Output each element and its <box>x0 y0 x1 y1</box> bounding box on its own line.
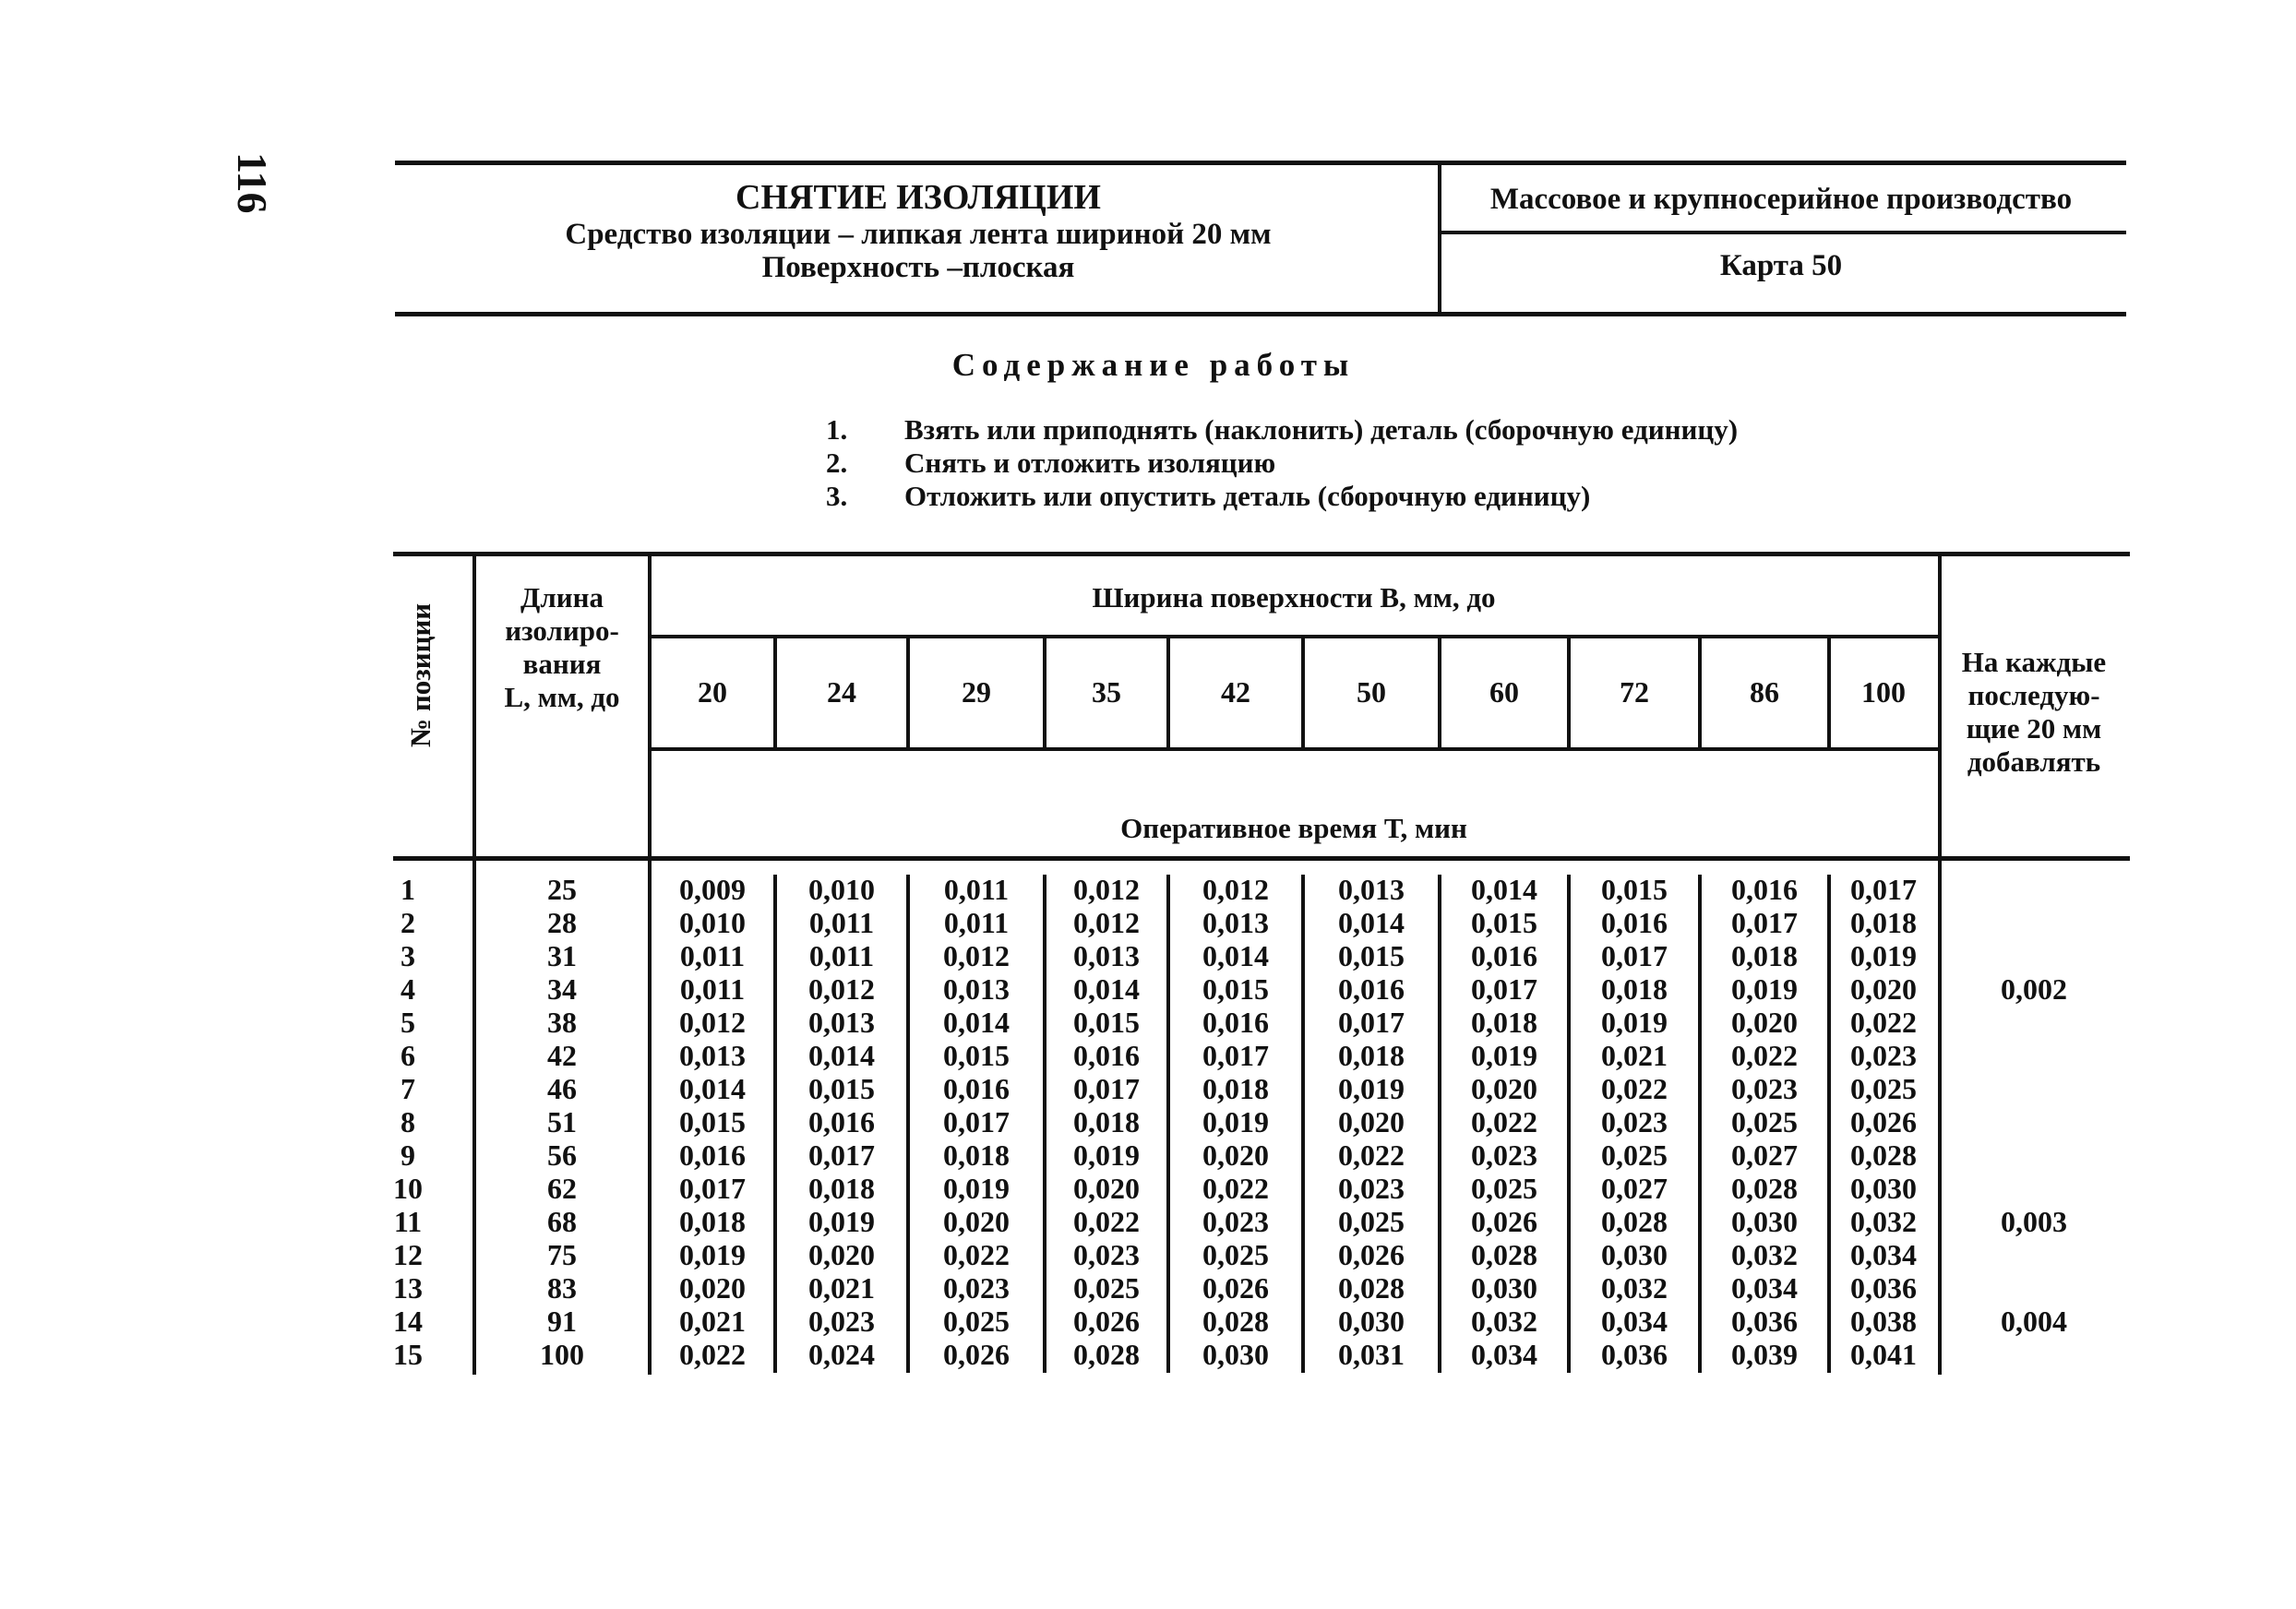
time-cell: 0,020 <box>679 1271 746 1305</box>
time-cell: 0,012 <box>808 972 875 1006</box>
time-cell: 0,013 <box>1338 873 1405 906</box>
position-cell: 9 <box>401 1138 415 1172</box>
time-cell: 0,016 <box>679 1138 746 1172</box>
position-header: № позиции <box>404 602 436 747</box>
time-cell: 0,012 <box>1202 873 1269 906</box>
time-cell: 0,015 <box>1202 972 1269 1006</box>
table-top-rule <box>393 552 2130 556</box>
time-cell: 0,010 <box>808 873 875 906</box>
time-header: Оперативное время Т, мин <box>1120 812 1467 844</box>
length-cell: 83 <box>547 1271 577 1305</box>
time-cell: 0,010 <box>679 906 746 939</box>
length-header-line: вания <box>522 648 602 680</box>
header-subtitle-1: Средство изоляции – липкая лента шириной 20 мм <box>565 218 1272 251</box>
time-cell: 0,019 <box>1338 1072 1405 1105</box>
work-content-title: Содержание работы <box>951 347 1356 383</box>
width-value: 100 <box>1861 675 1906 709</box>
time-cell: 0,015 <box>1601 873 1668 906</box>
time-cell: 0,015 <box>1073 1006 1140 1039</box>
time-cell: 0,026 <box>1202 1271 1269 1305</box>
length-cell: 62 <box>547 1172 577 1205</box>
time-cell: 0,017 <box>1471 972 1537 1006</box>
time-cell: 0,019 <box>1731 972 1798 1006</box>
time-cell: 0,020 <box>1850 972 1917 1006</box>
time-cell: 0,028 <box>1338 1271 1405 1305</box>
time-cell: 0,016 <box>943 1072 1010 1105</box>
time-cell: 0,018 <box>943 1138 1010 1172</box>
time-cell: 0,022 <box>679 1338 746 1371</box>
widths-bottom-rule <box>650 747 1942 751</box>
time-cell: 0,018 <box>1073 1105 1140 1138</box>
time-cell: 0,012 <box>943 939 1010 972</box>
time-cell: 0,020 <box>1073 1172 1140 1205</box>
time-cell: 0,036 <box>1850 1271 1917 1305</box>
add-header-line: щие 20 мм <box>1966 712 2102 745</box>
time-cell: 0,019 <box>1202 1105 1269 1138</box>
time-cell: 0,009 <box>679 873 746 906</box>
time-cell: 0,026 <box>1471 1205 1537 1238</box>
time-cell: 0,020 <box>943 1205 1010 1238</box>
position-cell: 1 <box>401 873 415 906</box>
time-cell: 0,019 <box>1073 1138 1140 1172</box>
time-cell: 0,011 <box>679 939 746 972</box>
position-cell: 14 <box>393 1305 423 1338</box>
time-cell: 0,022 <box>1073 1205 1140 1238</box>
time-cell: 0,023 <box>1471 1138 1537 1172</box>
time-cell: 0,030 <box>1338 1305 1405 1338</box>
time-cell: 0,025 <box>1073 1271 1140 1305</box>
time-cell: 0,011 <box>943 873 1010 906</box>
time-cell: 0,018 <box>1850 906 1917 939</box>
time-cell: 0,017 <box>1338 1006 1405 1039</box>
time-cell: 0,026 <box>1073 1305 1140 1338</box>
header-top-rule <box>395 161 2126 165</box>
time-cell: 0,027 <box>1731 1138 1798 1172</box>
page-number: 116 <box>229 152 276 214</box>
time-cell: 0,023 <box>1731 1072 1798 1105</box>
time-cell: 0,011 <box>943 906 1010 939</box>
width-header-rule <box>650 635 1942 638</box>
length-cell: 34 <box>547 972 577 1006</box>
time-cell: 0,019 <box>808 1205 875 1238</box>
time-cell: 0,016 <box>1601 906 1668 939</box>
time-cell: 0,039 <box>1731 1338 1798 1371</box>
time-cell: 0,034 <box>1731 1271 1798 1305</box>
time-cell: 0,018 <box>679 1205 746 1238</box>
time-cell: 0,015 <box>679 1105 746 1138</box>
time-cell: 0,019 <box>943 1172 1010 1205</box>
time-cell: 0,030 <box>1471 1271 1537 1305</box>
time-cell: 0,030 <box>1601 1238 1668 1271</box>
time-cell: 0,026 <box>1338 1238 1405 1271</box>
time-cell: 0,016 <box>1471 939 1537 972</box>
time-cell: 0,022 <box>1601 1072 1668 1105</box>
time-cell: 0,032 <box>1471 1305 1537 1338</box>
time-cell: 0,036 <box>1601 1338 1668 1371</box>
position-cell: 8 <box>401 1105 415 1138</box>
position-cell: 15 <box>393 1338 423 1371</box>
time-cell: 0,028 <box>1731 1172 1798 1205</box>
position-cell: 13 <box>393 1271 423 1305</box>
time-cell: 0,017 <box>1601 939 1668 972</box>
time-cell: 0,014 <box>1338 906 1405 939</box>
time-cell: 0,017 <box>808 1138 875 1172</box>
position-cell: 6 <box>401 1039 415 1072</box>
time-cell: 0,030 <box>1850 1172 1917 1205</box>
time-cell: 0,023 <box>1601 1105 1668 1138</box>
position-cell: 2 <box>401 906 415 939</box>
length-header-line: L, мм, до <box>504 681 620 713</box>
time-cell: 0,020 <box>808 1238 875 1271</box>
step-number: 2. <box>826 447 848 479</box>
time-cell: 0,022 <box>1471 1105 1537 1138</box>
time-cell: 0,025 <box>1202 1238 1269 1271</box>
time-cell: 0,023 <box>1073 1238 1140 1271</box>
time-cell: 0,028 <box>1471 1238 1537 1271</box>
time-cell: 0,013 <box>1202 906 1269 939</box>
width-header: Ширина поверхности В, мм, до <box>1092 581 1496 614</box>
time-cell: 0,017 <box>679 1172 746 1205</box>
time-cell: 0,021 <box>808 1271 875 1305</box>
time-cell: 0,011 <box>679 972 746 1006</box>
time-cell: 0,014 <box>1202 939 1269 972</box>
time-cell: 0,025 <box>1338 1205 1405 1238</box>
time-cell: 0,021 <box>679 1305 746 1338</box>
length-cell: 75 <box>547 1238 577 1271</box>
length-cell: 56 <box>547 1138 577 1172</box>
time-cell: 0,023 <box>808 1305 875 1338</box>
time-cell: 0,030 <box>1731 1205 1798 1238</box>
time-cell: 0,028 <box>1601 1205 1668 1238</box>
time-cell: 0,020 <box>1338 1105 1405 1138</box>
time-cell: 0,012 <box>1073 873 1140 906</box>
time-cell: 0,016 <box>1073 1039 1140 1072</box>
position-cell: 11 <box>393 1205 423 1238</box>
time-cell: 0,014 <box>679 1072 746 1105</box>
time-cell: 0,020 <box>1731 1006 1798 1039</box>
step-number: 3. <box>826 480 848 512</box>
time-cell: 0,022 <box>1338 1138 1405 1172</box>
position-cell: 7 <box>401 1072 415 1105</box>
time-cell: 0,019 <box>1471 1039 1537 1072</box>
width-value: 20 <box>698 675 727 709</box>
time-cell: 0,034 <box>1471 1338 1537 1371</box>
time-cell: 0,019 <box>679 1238 746 1271</box>
position-cell: 5 <box>401 1006 415 1039</box>
time-cell: 0,028 <box>1202 1305 1269 1338</box>
length-cell: 25 <box>547 873 577 906</box>
time-cell: 0,022 <box>1731 1039 1798 1072</box>
time-cell: 0,032 <box>1850 1205 1917 1238</box>
time-cell: 0,024 <box>808 1338 875 1371</box>
time-cell: 0,016 <box>808 1105 875 1138</box>
time-cell: 0,032 <box>1731 1238 1798 1271</box>
time-cell: 0,018 <box>1338 1039 1405 1072</box>
card-number: Карта 50 <box>1719 249 1843 282</box>
width-value: 72 <box>1620 675 1649 709</box>
header-subtitle-2: Поверхность –плоская <box>761 251 1075 284</box>
step-text: Взять или приподнять (наклонить) деталь (сборочную единицу) <box>904 413 1739 446</box>
add-value-cell: 0,002 <box>2001 972 2067 1006</box>
time-cell: 0,014 <box>1073 972 1140 1006</box>
time-cell: 0,016 <box>1202 1006 1269 1039</box>
time-cell: 0,014 <box>808 1039 875 1072</box>
width-value: 60 <box>1489 675 1519 709</box>
time-cell: 0,028 <box>1850 1138 1917 1172</box>
time-cell: 0,016 <box>1731 873 1798 906</box>
time-cell: 0,023 <box>943 1271 1010 1305</box>
time-cell: 0,038 <box>1850 1305 1917 1338</box>
length-header-line: изолиро- <box>505 614 619 647</box>
length-cell: 31 <box>547 939 577 972</box>
time-cell: 0,015 <box>1471 906 1537 939</box>
time-cell: 0,022 <box>943 1238 1010 1271</box>
production-type: Массовое и крупносерийное производство <box>1489 183 2073 216</box>
time-cell: 0,017 <box>1202 1039 1269 1072</box>
length-cell: 51 <box>547 1105 577 1138</box>
time-cell: 0,017 <box>1731 906 1798 939</box>
table-header-bottom-rule <box>393 856 2130 861</box>
time-cell: 0,014 <box>1471 873 1537 906</box>
time-cell: 0,036 <box>1731 1305 1798 1338</box>
header-right-rule <box>1440 231 2126 234</box>
time-cell: 0,020 <box>1471 1072 1537 1105</box>
time-cell: 0,018 <box>1731 939 1798 972</box>
add-header-line: добавлять <box>1967 745 2101 778</box>
width-value: 35 <box>1092 675 1121 709</box>
time-cell: 0,011 <box>808 939 875 972</box>
header-bottom-rule <box>395 312 2126 316</box>
time-cell: 0,015 <box>943 1039 1010 1072</box>
time-cell: 0,041 <box>1850 1338 1917 1371</box>
time-cell: 0,020 <box>1202 1138 1269 1172</box>
time-cell: 0,026 <box>943 1338 1010 1371</box>
time-cell: 0,013 <box>679 1039 746 1072</box>
length-cell: 100 <box>540 1338 584 1371</box>
time-cell: 0,016 <box>1338 972 1405 1006</box>
time-cell: 0,031 <box>1338 1338 1405 1371</box>
length-header-line: Длина <box>520 581 604 614</box>
step-text: Снять и отложить изоляцию <box>904 447 1276 479</box>
time-cell: 0,017 <box>1850 873 1917 906</box>
add-value-cell: 0,004 <box>2001 1305 2067 1338</box>
time-cell: 0,030 <box>1202 1338 1269 1371</box>
time-cell: 0,025 <box>1471 1172 1537 1205</box>
time-cell: 0,012 <box>1073 906 1140 939</box>
position-cell: 12 <box>393 1238 423 1271</box>
time-cell: 0,025 <box>943 1305 1010 1338</box>
time-cell: 0,017 <box>1073 1072 1140 1105</box>
length-cell: 28 <box>547 906 577 939</box>
length-cell: 91 <box>547 1305 577 1338</box>
time-cell: 0,025 <box>1850 1072 1917 1105</box>
step-text: Отложить или опустить деталь (сборочную единицу) <box>904 480 1591 512</box>
add-header-line: На каждые <box>1961 646 2107 678</box>
time-cell: 0,023 <box>1202 1205 1269 1238</box>
width-value: 86 <box>1750 675 1779 709</box>
time-cell: 0,015 <box>808 1072 875 1105</box>
time-cell: 0,021 <box>1601 1039 1668 1072</box>
time-cell: 0,013 <box>943 972 1010 1006</box>
length-cell: 46 <box>547 1072 577 1105</box>
add-value-cell: 0,003 <box>2001 1205 2067 1238</box>
width-value: 24 <box>827 675 856 709</box>
time-cell: 0,018 <box>1471 1006 1537 1039</box>
step-number: 1. <box>826 413 848 446</box>
time-cell: 0,022 <box>1850 1006 1917 1039</box>
time-cell: 0,034 <box>1850 1238 1917 1271</box>
time-cell: 0,025 <box>1601 1138 1668 1172</box>
time-cell: 0,014 <box>943 1006 1010 1039</box>
time-cell: 0,011 <box>808 906 875 939</box>
time-cell: 0,032 <box>1601 1271 1668 1305</box>
time-cell: 0,012 <box>679 1006 746 1039</box>
length-cell: 38 <box>547 1006 577 1039</box>
time-cell: 0,013 <box>808 1006 875 1039</box>
width-value: 29 <box>962 675 991 709</box>
position-cell: 4 <box>401 972 415 1006</box>
add-header-line: последую- <box>1967 679 2100 711</box>
time-cell: 0,034 <box>1601 1305 1668 1338</box>
position-cell: 3 <box>401 939 415 972</box>
time-cell: 0,017 <box>943 1105 1010 1138</box>
time-cell: 0,018 <box>1202 1072 1269 1105</box>
header-title: СНЯТИЕ ИЗОЛЯЦИИ <box>735 178 1101 217</box>
time-cell: 0,023 <box>1338 1172 1405 1205</box>
time-cell: 0,027 <box>1601 1172 1668 1205</box>
time-cell: 0,018 <box>1601 972 1668 1006</box>
time-cell: 0,023 <box>1850 1039 1917 1072</box>
width-value: 42 <box>1221 675 1250 709</box>
time-cell: 0,013 <box>1073 939 1140 972</box>
time-cell: 0,019 <box>1850 939 1917 972</box>
position-cell: 10 <box>393 1172 423 1205</box>
time-cell: 0,018 <box>808 1172 875 1205</box>
time-cell: 0,025 <box>1731 1105 1798 1138</box>
time-cell: 0,028 <box>1073 1338 1140 1371</box>
time-cell: 0,022 <box>1202 1172 1269 1205</box>
length-cell: 68 <box>547 1205 577 1238</box>
length-cell: 42 <box>547 1039 577 1072</box>
time-cell: 0,015 <box>1338 939 1405 972</box>
time-cell: 0,019 <box>1601 1006 1668 1039</box>
time-cell: 0,026 <box>1850 1105 1917 1138</box>
width-value: 50 <box>1357 675 1386 709</box>
